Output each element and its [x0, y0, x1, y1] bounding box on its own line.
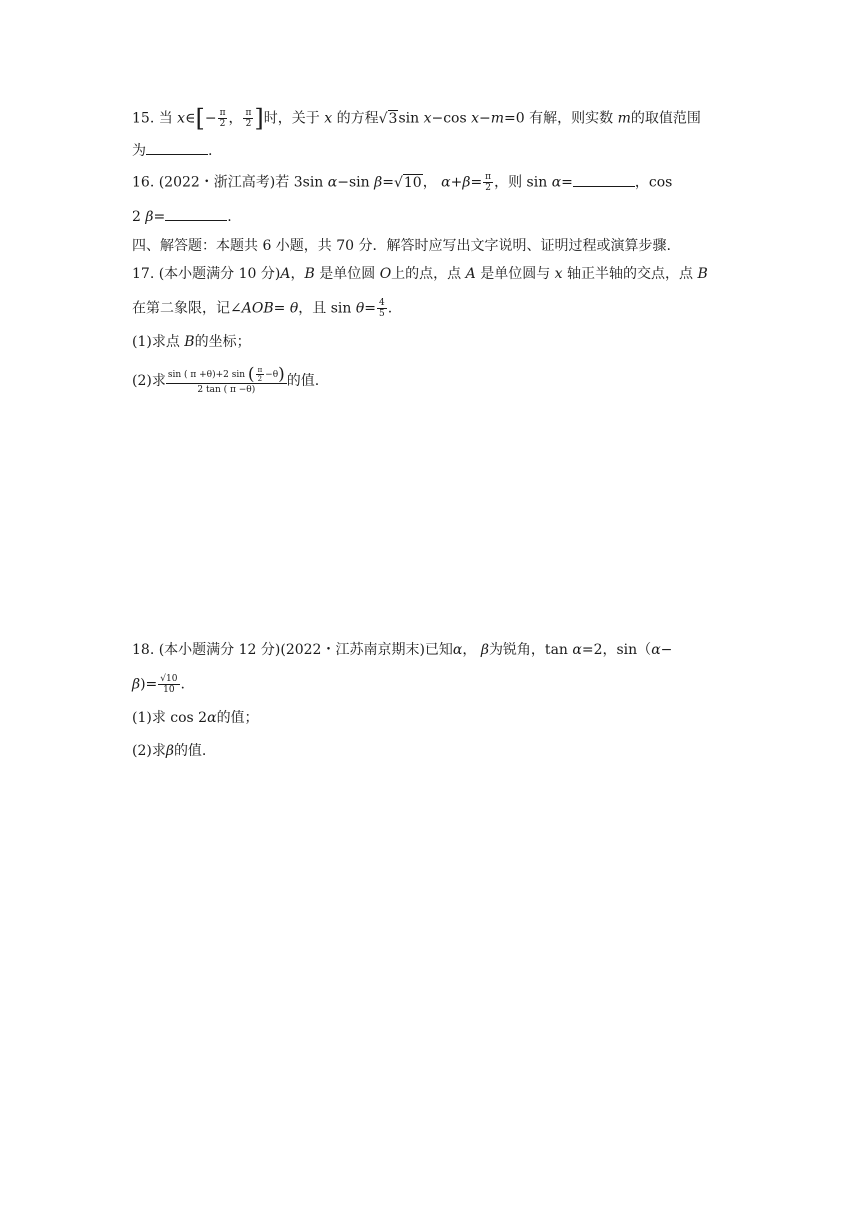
- section-header: 四、解答题：本题共 6 小题，共 70 分．解答时应写出文字说明、证明过程或演算步骤.: [132, 238, 671, 254]
- q17-part-1: (1)求点 B的坐标；: [132, 334, 251, 350]
- q16-line-2: 2 β= .: [132, 209, 232, 225]
- q17-part-2: (2)求 sin ( π +θ)+2 sin ( $\frac{\pi}{2}$ −θ) 2 tan ( π −θ) 的值.: [132, 364, 320, 395]
- q17-line-1: 17. (本小题满分 10 分)A，B 是单位圆 O上的点，点 A 是单位圆与 x 轴正半轴的交点，点 B: [132, 266, 708, 282]
- trig-expression-fraction: sin ( π +θ)+2 sin ( $\frac{\pi}{2}$ −θ) 2 tan ( π −θ): [167, 364, 285, 395]
- q18-line-1: 18. (本小题满分 12 分)(2022・江苏南京期末)已知α， β为锐角，tan α=2，sin（α−: [132, 642, 673, 658]
- q15-number: 15.: [132, 110, 155, 127]
- answer-blank: [146, 154, 208, 155]
- q16-number: 16.: [132, 174, 155, 191]
- fraction-sqrt10-over-10: $\frac{√10}{10}$: [160, 674, 178, 695]
- q17-number: 17.: [132, 266, 155, 282]
- q18-line-2: β)= $\frac{√10}{10}$ .: [132, 674, 185, 695]
- fraction-4-over-5: $\frac{4}{5}$: [379, 298, 385, 319]
- sqrt-10: √10: [393, 174, 422, 191]
- answer-blank: [573, 186, 635, 187]
- answer-blank: [165, 220, 227, 221]
- q18-number: 18.: [132, 642, 155, 658]
- q17-line-2: 在第二象限，记∠AOB= θ，且 sin θ= $\frac{4}{5}$ .: [132, 298, 393, 319]
- q15-line-2: 为 .: [132, 143, 213, 159]
- fraction-pi-over-2: $\frac{\pi}{2}$: [485, 172, 492, 193]
- sqrt-3: √3: [378, 110, 398, 127]
- q16-line-1: 16. (2022・浙江高考)若 3sin α−sin β=√10， α+β= $\frac{\pi}{2}$ ，则 sin α= ，cos: [132, 172, 673, 193]
- q18-part-2: (2)求β的值.: [132, 743, 207, 759]
- fraction-pi-over-2: $\frac{\pi}{2}$: [219, 108, 226, 129]
- fraction-pi-over-2: $\frac{\pi}{2}$: [245, 108, 252, 129]
- q18-part-1: (1)求 cos 2α的值；: [132, 710, 259, 726]
- q15-line-1: 15. 当 x∈[− $\frac{\pi}{2}$ ， $\frac{\pi}{2}$ ]时，关于 x 的方程√3sin x−cos x−m=0 有解，则实数 m的取值范围: [132, 104, 701, 133]
